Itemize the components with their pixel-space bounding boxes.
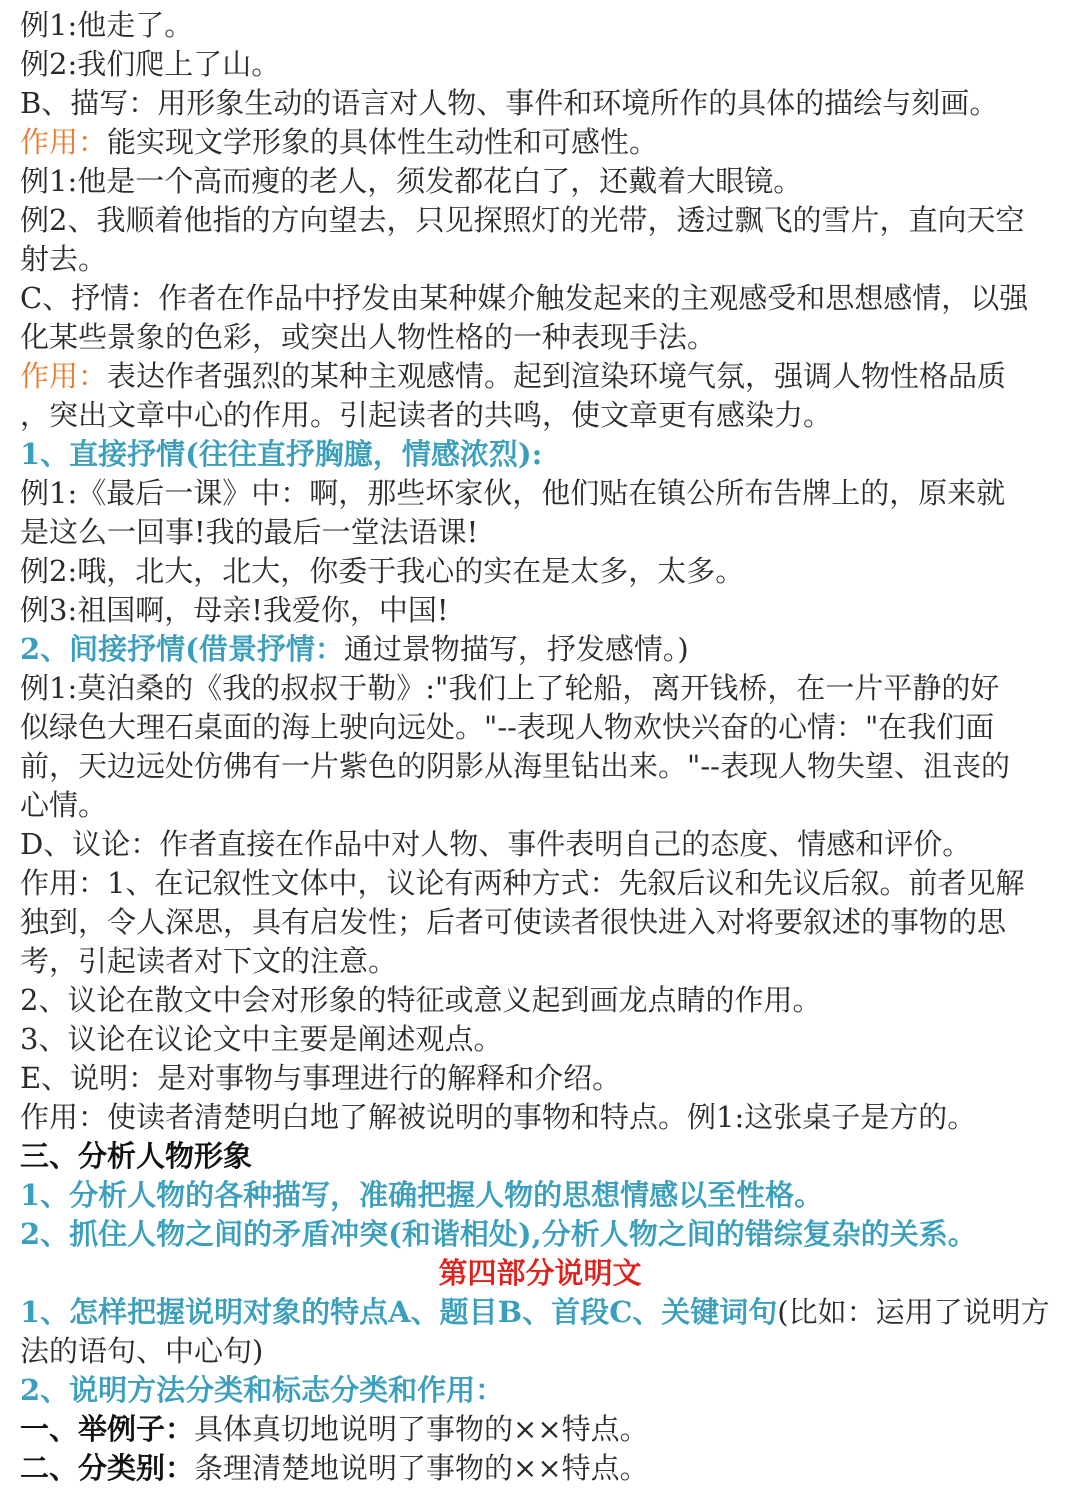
text-line	[20, 981, 1060, 1020]
line-text: 例1:他走了。	[20, 8, 194, 42]
line-text: 能实现文学形象的具体性生动性和可感性。	[107, 125, 659, 159]
line-text: ，突出文章中心的作用。引起读者的共鸣，使文章更有感染力。	[20, 398, 833, 432]
text-line	[20, 1176, 1060, 1215]
line-text: (比如：运用了说明方	[777, 1295, 1050, 1329]
text-line	[20, 1020, 1060, 1059]
line-text: 例2:哦，北大，北大，你委于我心的实在是太多，太多。	[20, 554, 745, 588]
section-heading: 2、抓住人物之间的矛盾冲突(和谐相处),分析人物之间的错综复杂的关系。	[20, 1217, 977, 1251]
text-line	[20, 903, 1060, 942]
text-line	[20, 474, 1060, 513]
text-line	[20, 942, 1060, 981]
text-line	[20, 6, 1060, 45]
text-line	[20, 396, 1060, 435]
effect-label: 作用：	[20, 125, 108, 159]
text-line	[20, 669, 1060, 708]
text-line	[20, 552, 1060, 591]
line-text: 具体真切地说明了事物的××特点。	[194, 1412, 649, 1446]
line-text: 作用：使读者清楚明白地了解被说明的事物和特点。例1:这张桌子是方的。	[20, 1100, 977, 1134]
text-line	[20, 1137, 1060, 1176]
line-text: 例1:莫泊桑的《我的叔叔于勒》:"我们上了轮船，离开钱桥，在一片平静的好	[20, 671, 1000, 705]
line-text: 条理清楚地说明了事物的××特点。	[194, 1451, 649, 1485]
text-line	[20, 864, 1060, 903]
section-heading: 2、间接抒情(借景抒情：	[20, 632, 344, 666]
line-text: 例1:《最后一课》中：啊，那些坏家伙，他们贴在镇公所布告牌上的，原来就	[20, 476, 1006, 510]
line-text: E、说明：是对事物与事理进行的解释和介绍。	[20, 1061, 622, 1095]
line-text: 2、议论在散文中会对形象的特征或意义起到画龙点睛的作用。	[20, 983, 822, 1017]
text-line	[20, 825, 1060, 864]
line-text: 化某些景象的色彩，或突出人物性格的一种表现手法。	[20, 320, 717, 354]
text-line	[20, 45, 1060, 84]
section-heading: 2、说明方法分类和标志分类和作用：	[20, 1373, 505, 1407]
section-heading: 1、分析人物的各种描写，准确把握人物的思想情感以至性格。	[20, 1178, 824, 1212]
line-text: 独到，令人深思，具有启发性；后者可使读者很快进入对将要叙述的事物的思	[20, 905, 1007, 939]
text-line	[20, 513, 1060, 552]
line-text: 是这么一回事!我的最后一堂法语课!	[20, 515, 479, 549]
line-text: 例1:他是一个高而瘦的老人，须发都花白了，还戴着大眼镜。	[20, 164, 803, 198]
text-line	[20, 786, 1060, 825]
line-text: 法的语句、中心句)	[20, 1334, 264, 1368]
text-line	[20, 708, 1060, 747]
text-line	[20, 591, 1060, 630]
line-text: 射去。	[20, 242, 108, 276]
text-line	[20, 435, 1060, 474]
line-text: C、抒情：作者在作品中抒发由某种媒介触发起来的主观感受和思想感情，以强	[20, 281, 1029, 315]
text-line	[20, 1215, 1060, 1254]
line-text: 心情。	[20, 788, 108, 822]
text-line	[20, 318, 1060, 357]
line-text: 作用：1、在记叙性文体中，议论有两种方式：先叙后议和先议后叙。前者见解	[20, 866, 1025, 900]
line-text: D、议论：作者直接在作品中对人物、事件表明自己的态度、情感和评价。	[20, 827, 972, 861]
line-text: 前，天边远处仿佛有一片紫色的阴影从海里钻出来。"--表现人物失望、沮丧的	[20, 749, 1010, 783]
effect-label: 作用：	[20, 359, 108, 393]
line-text: 例2:我们爬上了山。	[20, 47, 281, 81]
line-text: B、描写：用形象生动的语言对人物、事件和环境所作的具体的描绘与刻画。	[20, 86, 999, 120]
text-line	[20, 357, 1060, 396]
text-line	[20, 84, 1060, 123]
text-line	[20, 1059, 1060, 1098]
line-text: 似绿色大理石桌面的海上驶向远处。"--表现人物欢快兴奋的心情："在我们面	[20, 710, 995, 744]
line-text: 表达作者强烈的某种主观感情。起到渲染环境气氛，强调人物性格品质	[107, 359, 1007, 393]
method-label: 二、分类别：	[20, 1451, 195, 1485]
line-text: 例3:祖国啊，母亲!我爱你，中国!	[20, 593, 449, 627]
line-text: 例2、我顺着他指的方向望去，只见探照灯的光带，透过飘飞的雪片，直向天空	[20, 203, 1025, 237]
line-text: 3、议论在议论文中主要是阐述观点。	[20, 1022, 503, 1056]
line-text: 通过景物描写，抒发感情。)	[343, 632, 689, 666]
text-line	[20, 1293, 1060, 1332]
text-line	[20, 1449, 1060, 1488]
text-line	[20, 279, 1060, 318]
part-title	[20, 1254, 1060, 1293]
text-line	[20, 1098, 1060, 1137]
part-title-text: 第四部分说明文	[438, 1256, 642, 1290]
text-line	[20, 1332, 1060, 1371]
text-line	[20, 162, 1060, 201]
text-line	[20, 1410, 1060, 1449]
text-line	[20, 123, 1060, 162]
chapter-heading: 三、分析人物形象	[20, 1139, 253, 1173]
section-heading: 1、怎样把握说明对象的特点A、题目B、首段C、关键词句	[20, 1295, 778, 1329]
text-line	[20, 747, 1060, 786]
text-line	[20, 201, 1060, 240]
text-line	[20, 630, 1060, 669]
section-heading: 1、直接抒情(往往直抒胸臆，情感浓烈):	[20, 437, 543, 471]
text-line	[20, 240, 1060, 279]
text-line	[20, 1371, 1060, 1410]
method-label: 一、举例子：	[20, 1412, 195, 1446]
line-text: 考，引起读者对下文的注意。	[20, 944, 398, 978]
